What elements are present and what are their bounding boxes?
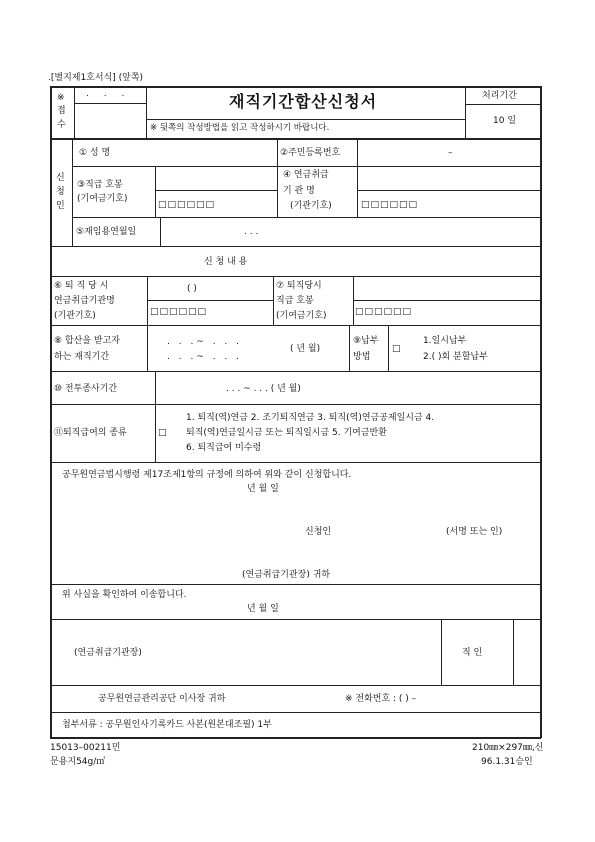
applicant-side-3: 인 xyxy=(56,201,65,211)
line xyxy=(74,103,146,104)
period-label-2: 하는 재직기간 xyxy=(54,352,110,362)
period-line-1[interactable]: . . .~ . . . xyxy=(167,337,243,347)
war-service-field[interactable]: . . . ~ . . . ( 년 월) xyxy=(226,384,301,394)
resident-number-label: ②주민등록번호 xyxy=(280,148,341,158)
war-service-label: ⑩ 전투종사기간 xyxy=(54,384,118,394)
benefit-options-line-1: 1. 퇴직(역)연금 2. 조기퇴직연금 3. 퇴직(역)연금공제일시금 4. xyxy=(186,413,435,423)
confirmation-date[interactable]: 년 월 일 xyxy=(247,604,279,614)
form-label: .[별지제1호서식] (앞쪽) xyxy=(48,73,144,83)
pension-org-label-2: 기 관 명 xyxy=(283,186,315,196)
pension-org-label-1: ④ 연금취급 xyxy=(283,170,329,180)
official-seal-label: 직 인 xyxy=(462,648,483,658)
line xyxy=(155,371,156,404)
applicant-label: 신청인 xyxy=(305,527,332,537)
line xyxy=(465,86,466,138)
reappointment-date-label: ⑤재임용연월일 xyxy=(76,227,137,237)
receipt-number[interactable]: . . . xyxy=(86,89,131,99)
payment-method-label-1: ⑨납부 xyxy=(353,336,379,346)
border-left xyxy=(50,86,52,738)
retire-org-code-field[interactable]: ( ) xyxy=(187,284,197,294)
line xyxy=(50,246,541,247)
pension-org-code-boxes[interactable]: □□□□□□ xyxy=(361,200,419,210)
line xyxy=(357,190,540,191)
period-label-1: ⑧ 합산을 받고자 xyxy=(54,336,120,346)
declaration-date[interactable]: 년 월 일 xyxy=(247,484,279,494)
period-line-2[interactable]: . . .~ . . . xyxy=(167,352,243,362)
line xyxy=(155,190,277,191)
payment-checkbox[interactable]: □ xyxy=(392,344,401,354)
processing-period-value: 10 일 xyxy=(493,116,517,126)
line xyxy=(388,325,389,371)
applicant-side-2: 청 xyxy=(56,187,65,197)
line xyxy=(50,712,541,713)
form-title: 재직기간합산신청서 xyxy=(229,92,378,111)
line xyxy=(50,584,541,585)
line xyxy=(273,276,274,325)
line xyxy=(50,685,541,686)
line xyxy=(50,462,541,463)
benefit-type-label: ⑪퇴직급여의 종류 xyxy=(54,428,127,438)
line xyxy=(277,138,278,217)
line xyxy=(155,166,156,217)
signature-field[interactable]: (서명 또는 인) xyxy=(446,527,503,537)
rank-label: ③직급 호봉 xyxy=(77,180,123,190)
payment-option-lump-sum[interactable]: 1.일시납부 xyxy=(423,336,467,346)
line xyxy=(357,138,358,217)
period-years: ( 년 월) xyxy=(290,344,321,354)
attachment-note: 첨부서류 : 공무원인사기록카드 사본(원본대조필) 1부 xyxy=(62,720,272,730)
processing-period-label: 처리기간 xyxy=(482,91,517,101)
retire-rank-label-3: (기여금기호) xyxy=(276,311,327,321)
line xyxy=(50,371,541,372)
line xyxy=(353,300,540,301)
line xyxy=(146,86,147,138)
retire-org-label-2: 연금취급기관명 xyxy=(54,296,115,306)
name-label: ① 성 명 xyxy=(79,148,111,158)
line xyxy=(50,619,541,620)
line xyxy=(50,404,541,405)
footer-approval-date: 96.1.31승인 xyxy=(481,757,533,767)
retire-org-code-boxes[interactable]: □□□□□□ xyxy=(150,307,208,317)
line xyxy=(50,325,541,326)
line xyxy=(147,325,148,371)
applicant-side-1: 신 xyxy=(56,173,65,183)
phone-number-field[interactable]: ※ 전화번호 : ( ) – xyxy=(345,694,417,704)
line xyxy=(146,119,465,120)
line xyxy=(50,138,541,140)
line xyxy=(72,166,540,167)
confirmation-text: 위 사실을 확인하여 이송합니다. xyxy=(62,590,187,600)
benefit-options-line-2: 퇴직(역)연금일시금 또는 퇴직일시금 5. 기여금반환 xyxy=(186,428,387,438)
line xyxy=(160,217,161,246)
benefit-checkbox[interactable]: □ xyxy=(158,428,167,438)
line xyxy=(441,619,442,685)
line xyxy=(74,86,75,138)
footer-paper-spec: 문용지54g/㎡ xyxy=(50,757,106,767)
border-top xyxy=(50,86,541,88)
receipt-star: ※ xyxy=(57,93,65,103)
payment-method-label-2: 방법 xyxy=(353,352,371,362)
line xyxy=(72,138,73,246)
line xyxy=(349,325,350,371)
instruction-note: ※ 뒷쪽의 작성방법을 읽고 작성하시기 바랍니다. xyxy=(150,123,330,133)
line xyxy=(147,300,273,301)
contribution-code-label: (기여금기호) xyxy=(77,194,128,204)
agency-head-label: (연금취급기관장) xyxy=(74,648,142,658)
retire-rank-code-boxes[interactable]: □□□□□□ xyxy=(355,307,413,317)
reappointment-date-field[interactable]: . . . xyxy=(244,227,259,237)
retire-org-label-1: ⑥ 퇴 직 당 시 xyxy=(54,281,109,291)
declaration-text: 공무원연금법시행령 제17조제1항의 규정에 의하여 위와 같이 신청합니다. xyxy=(62,470,352,480)
retire-rank-label-1: ⑦ 퇴직당시 xyxy=(276,281,322,291)
addressee-corporation: 공무원연금관리공단 이사장 귀하 xyxy=(98,694,226,704)
footer-form-number: 15013–00211민 xyxy=(50,743,121,753)
line xyxy=(155,404,156,462)
benefit-options-line-3: 6. 퇴직급여 미수령 xyxy=(186,443,262,453)
border-right xyxy=(540,86,542,738)
retire-rank-label-2: 직급 호봉 xyxy=(276,296,314,306)
line xyxy=(50,276,541,277)
line xyxy=(72,217,540,218)
receipt-label-2: 수 xyxy=(57,120,66,130)
resident-number-field[interactable]: – xyxy=(448,148,453,158)
footer-size: 210㎜×297㎜,신 xyxy=(472,743,544,753)
line xyxy=(465,104,540,105)
border-bottom xyxy=(50,737,541,739)
payment-option-installment[interactable]: 2.( )회 분할납부 xyxy=(423,352,488,362)
line xyxy=(513,619,514,685)
pension-org-code-label: (기관기호) xyxy=(290,201,332,211)
section-header: 신 청 내 용 xyxy=(204,257,248,267)
receipt-label-1: 접 xyxy=(57,106,66,116)
rank-code-boxes[interactable]: □□□□□□ xyxy=(158,200,216,210)
addressee-agency: (연금취급기관장) 귀하 xyxy=(242,570,331,580)
retire-org-label-3: (기관기호) xyxy=(54,311,96,321)
